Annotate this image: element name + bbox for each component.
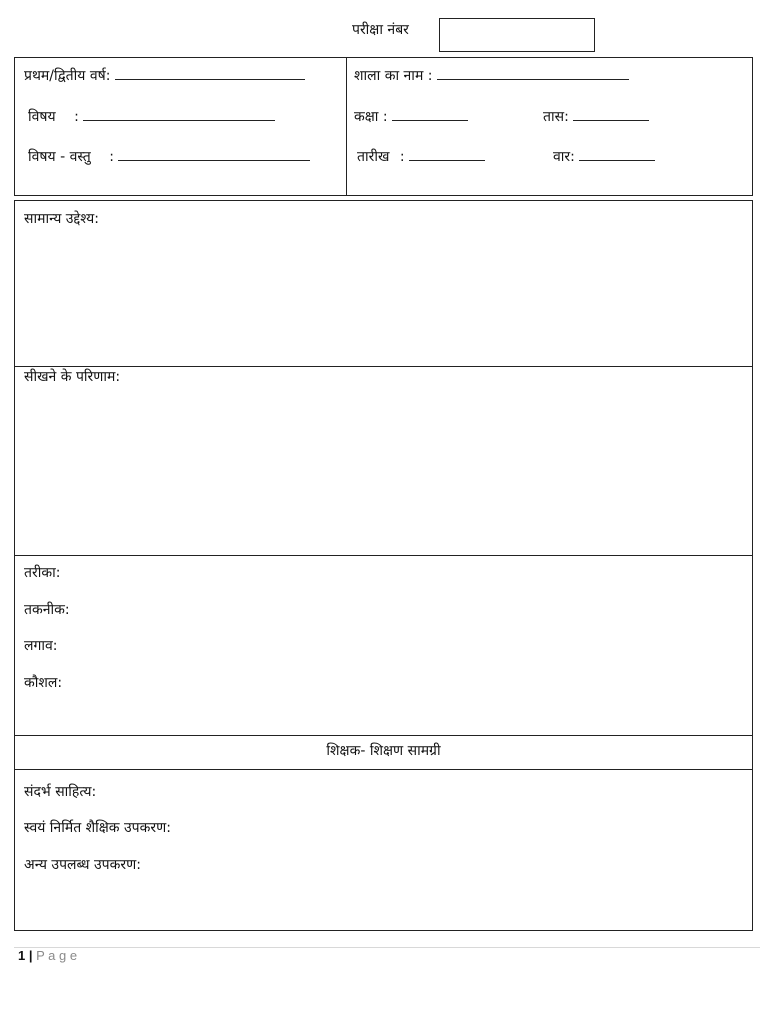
topic-field[interactable]: विषय - वस्तु : xyxy=(28,146,310,166)
page-footer xyxy=(18,948,77,964)
page-separator: | xyxy=(28,948,33,963)
class-field[interactable]: कक्षा : xyxy=(354,106,468,126)
objectives-area[interactable] xyxy=(15,231,752,365)
period-label: तास xyxy=(543,109,565,125)
exam-number-box[interactable] xyxy=(439,18,595,52)
header-info-table xyxy=(14,57,753,196)
reference-label: संदर्भ साहित्य: xyxy=(24,784,97,800)
page-label: P a g e xyxy=(36,948,78,963)
date-label: तारीख xyxy=(357,149,390,165)
day-field[interactable]: वार: xyxy=(553,146,655,166)
year-label: प्रथम/द्वितीय वर्ष xyxy=(24,68,106,84)
page-number: 1 xyxy=(18,948,26,963)
school-label: शाला का नाम xyxy=(354,68,424,84)
materials-title: शिक्षक- शिक्षण सामग्री xyxy=(326,743,441,759)
divider-1 xyxy=(15,366,752,367)
attitude-label: लगाव: xyxy=(24,638,58,654)
exam-number-label: परीक्षा नंबर xyxy=(352,22,409,38)
subject-field[interactable]: विषय : xyxy=(28,106,275,126)
subject-label: विषय xyxy=(28,109,56,125)
self-made-label: स्वयं निर्मित शैक्षिक उपकरण: xyxy=(24,820,171,836)
objectives-label: सामान्य उद्देश्य: xyxy=(24,211,100,227)
outcomes-label: सीखने के परिणाम: xyxy=(24,369,121,385)
divider-3 xyxy=(15,735,752,736)
skill-label: कौशल: xyxy=(24,675,63,691)
date-field[interactable]: तारीख : xyxy=(357,146,485,166)
year-field[interactable]: प्रथम/द्वितीय वर्ष: xyxy=(24,65,305,85)
other-equipment-label: अन्य उपलब्ध उपकरण: xyxy=(24,857,141,873)
lesson-plan-table xyxy=(14,200,753,931)
period-field[interactable]: तास: xyxy=(543,106,649,126)
class-label: कक्षा xyxy=(354,109,379,125)
method-label: तरीका: xyxy=(24,565,61,581)
header-divider xyxy=(346,58,347,195)
school-field[interactable]: शाला का नाम : xyxy=(354,65,629,85)
topic-label: विषय - वस्तु xyxy=(28,149,91,165)
footer-rule xyxy=(14,947,760,948)
outcomes-area[interactable] xyxy=(15,389,752,554)
technique-label: तकनीक: xyxy=(24,602,70,618)
day-label: वार xyxy=(553,149,571,165)
divider-2 xyxy=(15,555,752,556)
divider-4 xyxy=(15,769,752,770)
